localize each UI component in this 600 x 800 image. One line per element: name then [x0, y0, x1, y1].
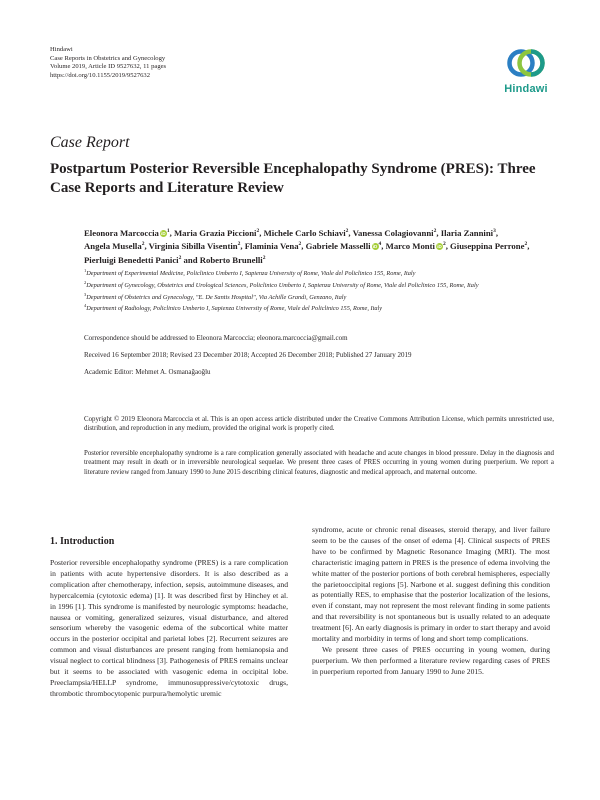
- hindawi-logo[interactable]: [496, 44, 556, 104]
- copyright-notice: Copyright © 2019 Eleonora Marcoccia et al. This is an open access article distributed under the Creative Commons Attribution License, which permits unrestricted use, distribution, and reproduction in any medium, provided the original work is properly cited.: [84, 416, 554, 433]
- author-affiliation-mark: 2: [141, 241, 145, 248]
- affiliation-item: $^2$Department of Gynecology, Obstetrics and Urological Sciences, Policlinico Umberto I, Sapienza University of Rome, Viale del Policlinico 155, Rome, Italy: [84, 279, 479, 289]
- affiliation-mark: 4: [84, 303, 87, 309]
- affiliation-item: $^3$Department of Obstetrics and Gynecology, "E. De Santis Hospital", Via Achille Grandi, Genzano, Italy: [84, 291, 347, 301]
- author-name: Pierluigi Benedetti Panici$^2$: [84, 254, 182, 265]
- correspondence: Correspondence should be addressed to Eleonora Marcoccia; eleonora.marcoccia@gmail.com: [84, 334, 348, 342]
- affiliation-mark: 3: [84, 291, 87, 297]
- author-affiliation-mark: 2: [178, 254, 182, 261]
- author-name: Vanessa Colagiovanni$^2$: [352, 227, 437, 238]
- orcid-icon[interactable]: iD: [437, 244, 442, 250]
- author-affiliation-mark: 2: [345, 228, 349, 234]
- author-name: Angela Musella$^2$: [84, 241, 145, 252]
- author-list: Eleonora Marcoccia $iD^1$, Maria Grazia Piccioni$^2$, Michele Carlo Schiavi$^2$, Vanessa Colagiovanni$^2$, Ilaria Zannini$^3$, Angela Musella$^2$, Virginia Sibilla Visentin$^2$, Flaminia Vena$^2$, Gabriele Masselli $iD^4$, Marco Monti $iD^2$, Giuseppina Perrone$^2$, Pierluigi Benedetti Panici$^2$ and Roberto Brunelli$^2$: [84, 227, 530, 265]
- journal-name: Case Reports in Obstetrics and Gynecology: [50, 54, 166, 62]
- journal-volume: Volume 2019, Article ID 9527632, 11 pages: [50, 63, 167, 71]
- author-affiliation-mark: 2: [237, 241, 241, 248]
- journal-doi[interactable]: https://doi.org/10.1155/2019/9527632: [50, 71, 151, 79]
- author-affiliation-mark: 2: [298, 241, 302, 248]
- author-affiliation-mark: 2: [524, 241, 528, 248]
- journal-meta: [50, 46, 166, 80]
- intro-paragraph-2: We present three cases of PRES occurring in young women, during puerperium. We then performed a literature review regarding cases of PRES in puerperium reported from January 1990 to June 2015.: [312, 644, 550, 676]
- right-column: [312, 525, 550, 678]
- hindawi-logo-icon: [505, 44, 547, 82]
- author-name: Flaminia Vena$^2$: [244, 241, 302, 252]
- author-name: Eleonora Marcoccia $iD^1$: [84, 227, 170, 238]
- orcid-icon[interactable]: iD: [161, 230, 166, 236]
- author-affiliation-mark: 4: [378, 241, 382, 248]
- author-affiliation-mark: 2: [262, 254, 266, 261]
- author-name: Ilaria Zannini$^3$: [440, 227, 496, 238]
- affiliation-item: $^4$Department of Radiology, Policlinico Umberto I, Sapienza University of Rome, Viale del Policlinico 155, Rome, Italy: [84, 303, 383, 313]
- orcid-icon[interactable]: iD: [372, 244, 378, 250]
- publisher-name: Hindawi: [50, 46, 73, 53]
- intro-paragraph-1: Posterior reversible encephalopathy syndrome (PRES) is a rare complication in patients with acute hypertensive disorders. It is also described as a complication after chemotherapy, infection, sepsis, autoimmune diseases, and hypercalcemia (cytotoxic edema) [1]. It was described first by Hinchey et al. in 1996 [1]. This syndrome is manifested by neurologic symptoms: headache, nausea or vomiting, generalized seizures, visual disturbance, and altered sensorium whereby the vasogenic edema of the subcortical white matter occurs in the posterior occipital and parietal lobes [2]. Recurrent seizures are common and visual disturbances are present ranging from hemianopsia and visual neglect to cortical blindness [3]. Pathogenesis of PRES remains unclear but it seems to be associated with vasogenic edema in occipital lobe. Preeclampsia/HELLP syndrome, immunosuppressive/cytotoxic drugs, thrombotic thrombocytopenic purpura/hemolytic uremic: [50, 558, 288, 698]
- affiliation-mark: 1: [84, 268, 87, 273]
- author-name: Gabriele Masselli $iD^4$: [305, 241, 382, 252]
- logo-wordmark: Hindawi: [504, 83, 548, 95]
- author-name: Marco Monti $iD^2$: [385, 241, 446, 252]
- affiliation-list: [84, 267, 554, 314]
- left-column: [50, 558, 288, 700]
- author-affiliation-mark: 2: [433, 228, 437, 234]
- author-name: Virginia Sibilla Visentin$^2$: [148, 241, 241, 252]
- section-heading: 1. Introduction: [50, 536, 115, 547]
- article-type: Case Report: [50, 134, 130, 151]
- author-affiliation-mark: 3: [493, 228, 496, 234]
- author-name: Roberto Brunelli$^2$: [199, 254, 266, 265]
- academic-editor: Academic Editor: Mehmet A. Osmanağaoğlu: [84, 368, 211, 376]
- author-affiliation-mark: 1: [166, 228, 170, 234]
- intro-paragraph-1-cont: syndrome, acute or chronic renal diseases, steroid therapy, and liver failure seem to be the causes of the onset of edema [4]. Clinical suspects of PRES have to be confirmed by Magnetic Resonance Imaging (MRI). The most characteristic imaging pattern in PRES is the presence of edema involving the white matter of the posterior portions of both cerebral hemispheres, especially the parietooccipital regions [5]. Narbone et al. suggest defining this condition as potentially RES, to emphasise that the posterior localization of the lesions, even if constant, may not represent the most relevant finding in some patients and that reversibility is not spontaneous but is usually related to an adequate treatment [6]. An early diagnosis is primary in order to start therapy and avoid mortality and morbidity in terms of long and short temp complications.: [312, 525, 550, 644]
- author-name: Maria Grazia Piccioni$^2$: [173, 227, 260, 238]
- author-name: Giuseppina Perrone$^2$: [450, 241, 528, 252]
- article-title: Postpartum Posterior Reversible Encephalopathy Syndrome (PRES): Three Case Reports and Literature Review: [50, 161, 536, 196]
- affiliation-mark: 2: [84, 279, 87, 285]
- affiliation-item: $^1$Department of Experimental Medicine, Policlinico Umberto I, Sapienza University of Rome, Viale del Policlinico 155, Rome, Italy: [84, 268, 416, 278]
- author-name: Michele Carlo Schiavi$^2$: [263, 227, 349, 238]
- abstract: Posterior reversible encephalopathy syndrome is a rare complication generally associated with headache and acute changes in blood pressure. Delay in the diagnosis and treatment may result in death or in irreversible neurological sequelae. We present three cases of PRES occurring in young women during puerperium. We report a literature review ranged from January 1990 to June 2015 describing clinical features, diagnostic and medical approach, and maternal outcome.: [84, 450, 554, 476]
- author-affiliation-mark: 2: [442, 241, 446, 248]
- author-affiliation-mark: 2: [256, 228, 260, 234]
- article-dates: Received 16 September 2018; Revised 23 December 2018; Accepted 26 December 2018; Published 27 January 2019: [84, 351, 412, 359]
